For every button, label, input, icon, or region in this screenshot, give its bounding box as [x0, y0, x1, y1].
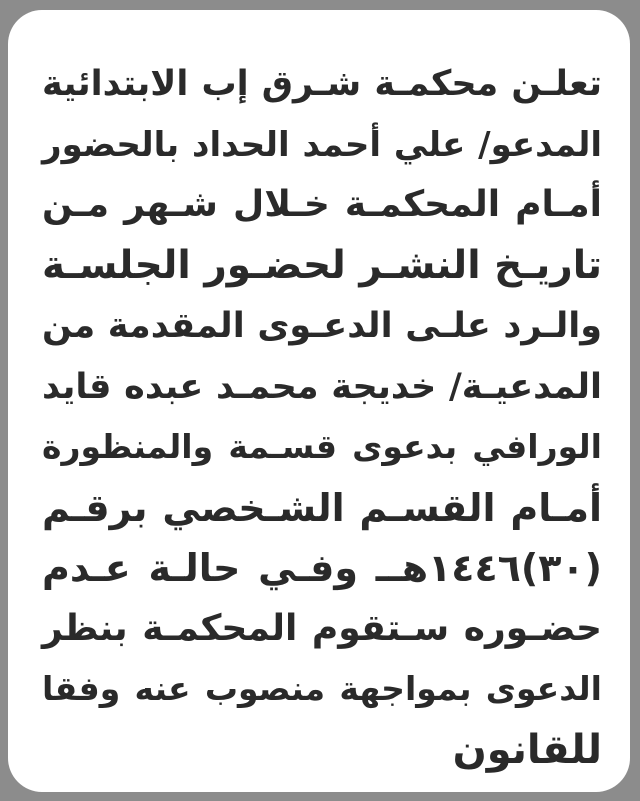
notice-line: حضـوره سـتقوم المحكمـة بنظر [42, 607, 602, 649]
notice-line: (٣٠)١٤٤٦هــ وفـي حالـة عـدم [42, 546, 602, 590]
notice-line: تاريـخ النشـر لحضـور الجلسـة [42, 242, 602, 288]
notice-line: المدعيـة/ خديجة محمـد عبده قايد [42, 366, 602, 407]
notice-line: الدعوى بمواجهة منصوب عنه وفقا [42, 669, 602, 708]
notice-line: للقانون [452, 726, 602, 773]
notice-card [8, 10, 630, 792]
notice-line: أمـام القسـم الشـخصي برقـم [42, 485, 602, 530]
notice-line: المدعو/ علي أحمد الحداد بالحضور [42, 124, 602, 165]
notice-line: والـرد علـى الدعـوى المقدمة من [42, 306, 602, 346]
notice-line: أمـام المحكمـة خـلال شـهر مـن [42, 184, 602, 225]
notice-text [42, 54, 602, 780]
notice-line: الورافي بدعوى قسـمة والمنظورة [42, 427, 602, 466]
notice-line: تعلـن محكمـة شـرق إب الابتدائية [42, 64, 602, 104]
